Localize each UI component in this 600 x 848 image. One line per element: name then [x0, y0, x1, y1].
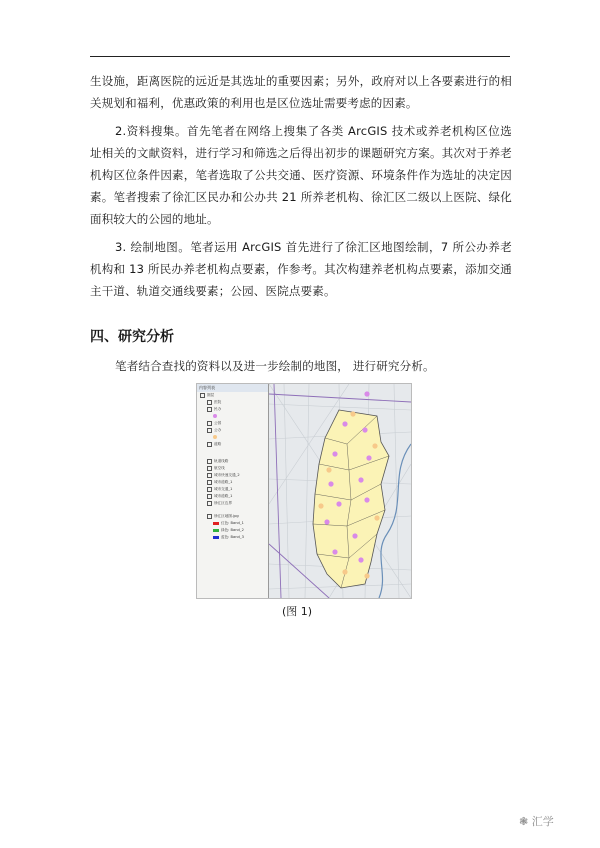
private-point[interactable] [332, 451, 337, 456]
toc-layer-public[interactable]: 公办 [197, 427, 268, 434]
table-of-contents-panel [197, 384, 269, 598]
arcgis-map-figure [196, 383, 412, 599]
checkbox-icon[interactable] [207, 407, 212, 412]
toc-layer-root[interactable]: 图层 [197, 392, 268, 399]
paragraph-analysis-intro: 笔者结合查找的资料以及进一步绘制的地图， 进行研究分析。 [115, 359, 435, 373]
orange-dot-icon [213, 435, 217, 439]
toc-layer-city-traffic[interactable]: 城市交通_1 [197, 486, 268, 493]
toc-layer-air[interactable]: 航空线 [197, 465, 268, 472]
toc-layer-park[interactable]: 公园 [197, 420, 268, 427]
logo-icon: ❃ [519, 815, 532, 828]
folder-icon [200, 393, 205, 398]
paragraph-map-drawing: 3. 绘制地图。笔者运用 ArcGIS 首先进行了徐汇区地图绘制，7 所公办养老机构和 13 所民办养老机构点要素，作参考。其次构建养老机构点要素，添加交通主干道、轨道交通线要素；公园、医院点要素。 [90, 240, 512, 298]
toc-symbol-public [197, 434, 268, 441]
private-point[interactable] [352, 533, 357, 538]
map-canvas[interactable] [269, 384, 411, 598]
figure-caption: (图 1) [282, 605, 313, 618]
watermark: ❃ 汇学 [519, 815, 554, 828]
public-point[interactable] [372, 443, 377, 448]
private-point[interactable] [364, 497, 369, 502]
legend-green: 绿色: Band_2 [197, 527, 268, 534]
section-heading: 四、研究分析 [90, 329, 174, 345]
purple-dot-icon [213, 414, 217, 418]
checkbox-icon[interactable] [207, 466, 212, 471]
private-point[interactable] [366, 455, 371, 460]
legend-red: 红色: Band_1 [197, 520, 268, 527]
checkbox-icon[interactable] [207, 400, 212, 405]
private-point[interactable] [364, 391, 369, 396]
checkbox-icon[interactable] [207, 514, 212, 519]
public-point[interactable] [364, 573, 369, 578]
public-point[interactable] [374, 515, 379, 520]
toc-layer-raster[interactable]: 徐汇区地图.jpg [197, 513, 268, 520]
paragraph-data-collection: 2.资料搜集。首先笔者在网络上搜集了各类 ArcGIS 技术或养老机构区位选址相关的文献资料，进行学习和筛选之后得出初步的课题研究方案。其次对于养老机构区位条件因素，笔者选取了公共交通、医疗资源、环境条件作为选址的决定因素。笔者搜索了徐汇区民办和公办共 21 所养老机构、徐汇区二级以上医院、绿化面积较大的公园的地址。 [90, 124, 512, 226]
blue-swatch-icon [213, 536, 219, 539]
public-point[interactable] [318, 503, 323, 508]
checkbox-icon[interactable] [207, 473, 212, 478]
private-point[interactable] [328, 481, 333, 486]
checkbox-icon[interactable] [207, 501, 212, 506]
checkbox-icon[interactable] [207, 421, 212, 426]
toc-layer-boundary[interactable]: 徐汇区边界 [197, 500, 268, 507]
toc-layer-city-road[interactable]: 城市道路_1 [197, 479, 268, 486]
toc-layer-expressway[interactable]: 城市快速交通_2 [197, 472, 268, 479]
toc-layer-private[interactable]: 民办 [197, 406, 268, 413]
green-swatch-icon [213, 529, 219, 532]
public-point[interactable] [350, 411, 355, 416]
header-rule [90, 56, 510, 57]
public-point[interactable] [342, 569, 347, 574]
checkbox-icon[interactable] [207, 487, 212, 492]
toc-title: 内容列表 [197, 384, 268, 392]
private-point[interactable] [358, 477, 363, 482]
public-point[interactable] [326, 467, 331, 472]
private-point[interactable] [342, 421, 347, 426]
private-point[interactable] [332, 549, 337, 554]
toc-layer-hospital[interactable]: 医院 [197, 399, 268, 406]
checkbox-icon[interactable] [207, 480, 212, 485]
private-point[interactable] [324, 519, 329, 524]
paragraph-intro: 生设施，距离医院的远近是其选址的重要因素；另外，政府对以上各要素进行的相关规划和福利，优惠政策的利用也是区位选址需要考虑的因素。 [90, 74, 512, 110]
checkbox-icon[interactable] [207, 428, 212, 433]
private-point[interactable] [358, 557, 363, 562]
red-swatch-icon [213, 522, 219, 525]
legend-blue: 蓝色: Band_3 [197, 534, 268, 541]
toc-layer-rail[interactable]: 轨道线路 [197, 458, 268, 465]
toc-layer-roads[interactable]: 道路 [197, 441, 268, 448]
checkbox-icon[interactable] [207, 459, 212, 464]
toc-symbol-private [197, 413, 268, 420]
checkbox-icon[interactable] [207, 494, 212, 499]
checkbox-icon[interactable] [207, 442, 212, 447]
private-point[interactable] [362, 427, 367, 432]
toc-layer-city-road-2[interactable]: 城市道路_1 [197, 493, 268, 500]
private-point[interactable] [336, 501, 341, 506]
